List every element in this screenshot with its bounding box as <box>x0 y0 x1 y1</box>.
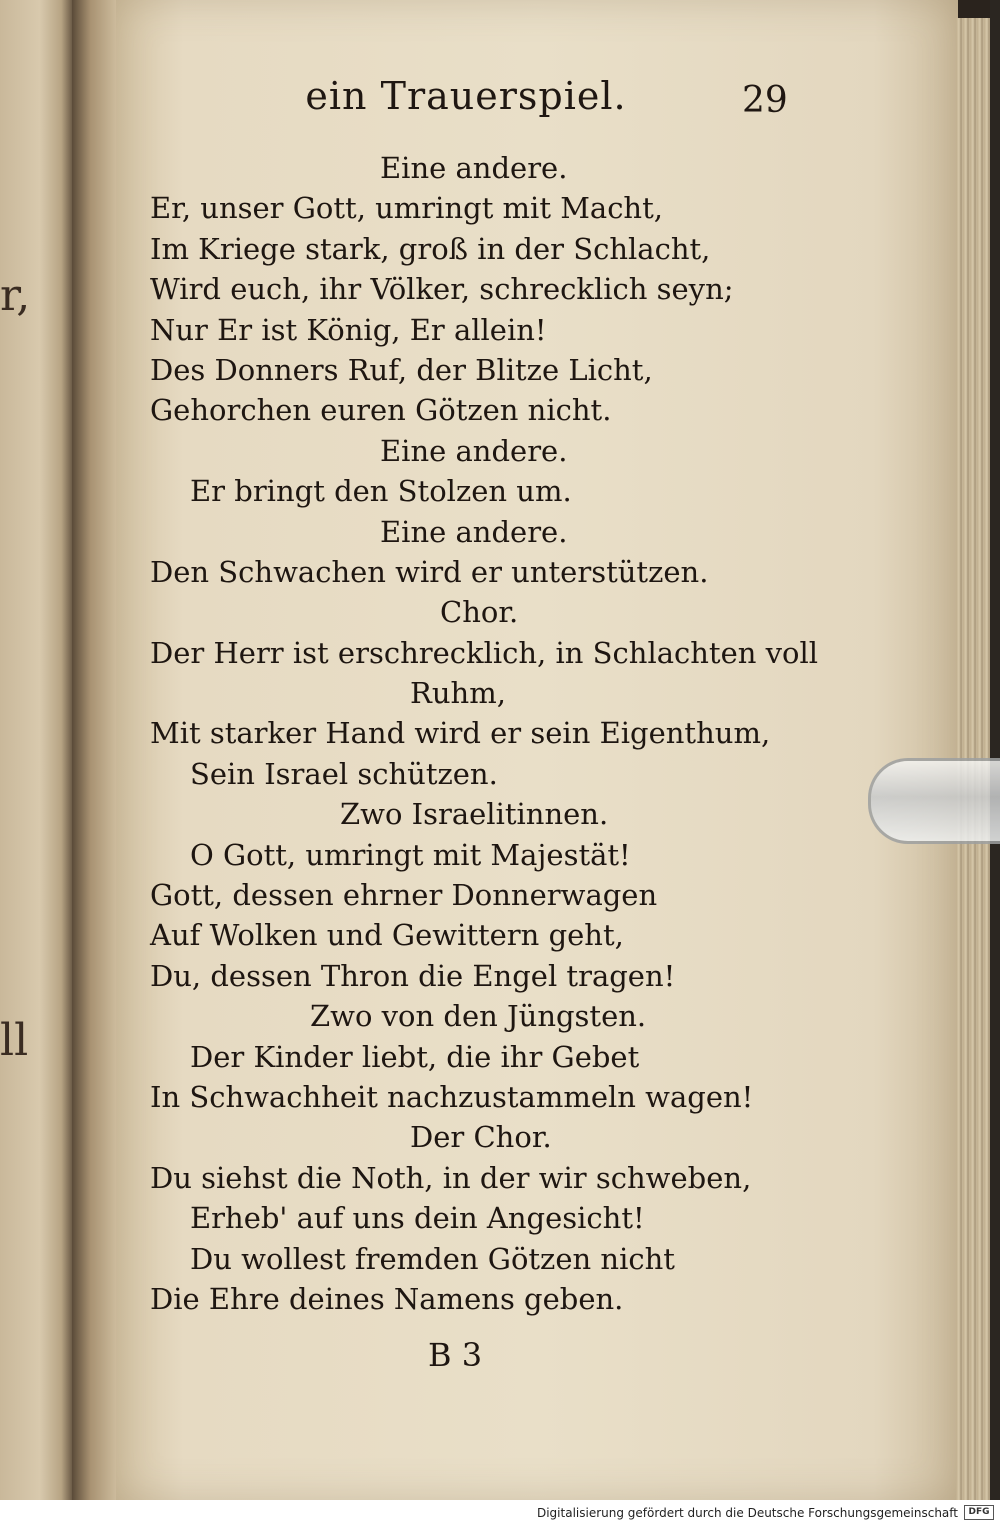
text-line: Zwo von den Jüngsten. <box>310 999 647 1034</box>
page-clip <box>868 758 1000 844</box>
text-line: Der Chor. <box>410 1120 552 1155</box>
text-line: Der Herr ist erschrecklich, in Schlachten voll <box>150 635 819 670</box>
text-line: Des Donners Ruf, der Blitze Licht, <box>150 352 653 387</box>
text-line: Gott, dessen ehrner Donnerwagen <box>150 878 658 913</box>
text-line: Sein Israel schützen. <box>190 756 498 791</box>
text-line: Er bringt den Stolzen um. <box>190 474 572 509</box>
funding-note: Digitalisierung gefördert durch die Deutsche Forschungsgemeinschaft <box>536 1506 958 1520</box>
left-page-fragment: ll <box>0 1015 29 1066</box>
text-line: Der Kinder liebt, die ihr Gebet <box>190 1039 640 1074</box>
text-line: Ruhm, <box>410 676 506 711</box>
text-line: Chor. <box>440 595 519 630</box>
text-line: Du siehst die Noth, in der wir schweben, <box>150 1160 752 1195</box>
text-line: Er, unser Gott, umringt mit Macht, <box>150 191 663 226</box>
text-line: Eine andere. <box>380 514 568 549</box>
footer-bar <box>0 1500 1000 1526</box>
text-line: Im Kriege stark, groß in der Schlacht, <box>150 231 711 266</box>
left-page-fragment: r, <box>0 270 31 321</box>
book-gutter <box>72 0 118 1500</box>
text-line: Gehorchen euren Götzen nicht. <box>150 393 612 428</box>
binding-shadow <box>990 0 1000 1500</box>
signature-mark: B 3 <box>428 1336 483 1374</box>
left-page-edge <box>0 0 72 1500</box>
text-line: Eine andere. <box>380 151 568 185</box>
text-line: O Gott, umringt mit Majestät! <box>190 837 631 872</box>
dfg-logo: DFG <box>964 1505 994 1520</box>
text-line: Den Schwachen wird er unterstützen. <box>150 554 709 589</box>
text-line: Wird euch, ihr Völker, schrecklich seyn; <box>150 272 734 307</box>
text-line: Eine andere. <box>380 433 568 468</box>
text-line: In Schwachheit nachzustammeln wagen! <box>150 1079 754 1114</box>
text-line: Nur Er ist König, Er allein! <box>150 312 547 347</box>
poem-text-block <box>150 148 850 1319</box>
text-line: Mit starker Hand wird er sein Eigenthum, <box>150 716 771 751</box>
text-line: Erheb' auf uns dein Angesicht! <box>190 1201 645 1236</box>
page-number: 29 <box>742 80 788 121</box>
running-title: ein Trauerspiel. <box>305 74 627 118</box>
text-line: Auf Wolken und Gewittern geht, <box>150 918 624 953</box>
text-line: Du, dessen Thron die Engel tragen! <box>150 958 676 993</box>
text-line: Du wollest fremden Götzen nicht <box>190 1241 675 1276</box>
text-line: Zwo Israelitinnen. <box>340 797 609 832</box>
text-line: Die Ehre deines Namens geben. <box>150 1281 624 1316</box>
